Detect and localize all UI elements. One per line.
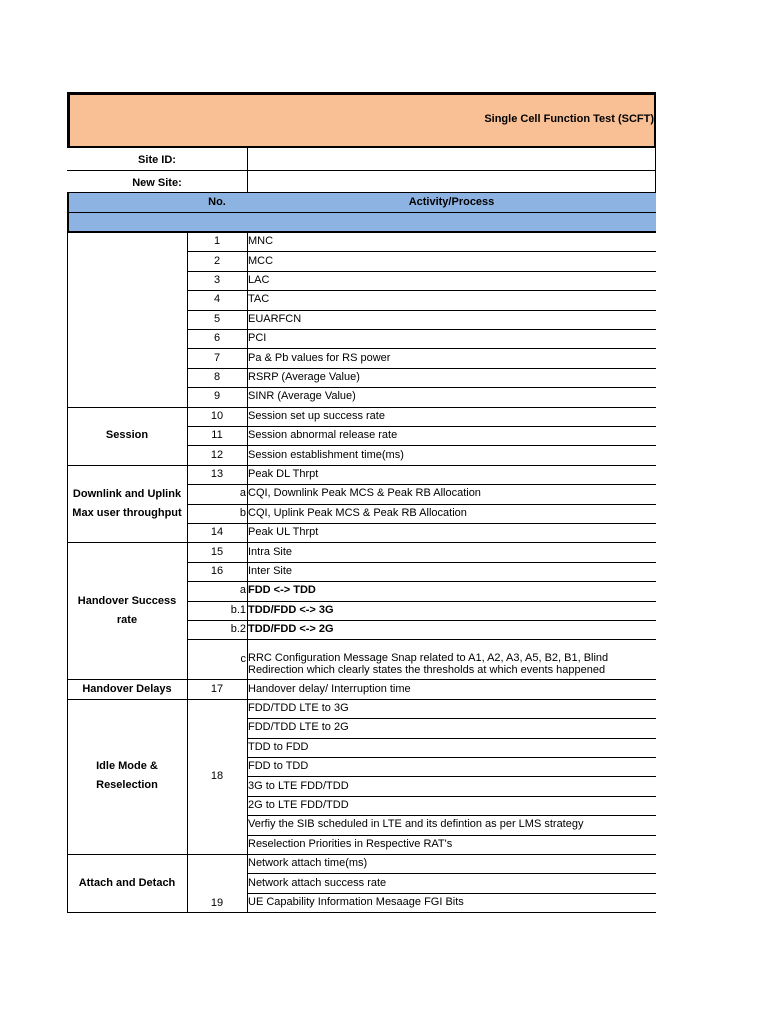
activity-cell: 3G to LTE FDD/TDD — [248, 779, 349, 792]
column-divider — [247, 699, 248, 854]
number-cell: 9 — [213, 390, 221, 403]
row-divider — [187, 912, 656, 913]
row-divider — [187, 699, 656, 700]
row-divider — [187, 348, 656, 349]
row-divider — [247, 796, 656, 797]
number-cell: 17 — [210, 682, 224, 695]
number-cell: 19 — [210, 897, 224, 910]
activity-cell: TDD/FDD <-> 3G — [248, 603, 334, 616]
column-divider — [247, 542, 248, 679]
activity-cell: FDD/TDD LTE to 3G — [248, 701, 349, 714]
category-cell: Downlink and Uplink Max user throughput — [72, 487, 182, 519]
category-cell: Handover Delays — [82, 682, 172, 695]
number-cell: 12 — [210, 448, 224, 461]
number-cell: 15 — [210, 545, 224, 558]
row-divider — [187, 639, 656, 640]
activity-cell: Session abnormal release rate — [248, 429, 398, 442]
row-divider — [187, 542, 656, 543]
row-divider — [247, 776, 656, 777]
row-divider — [187, 854, 656, 855]
row-divider — [187, 620, 656, 621]
row-divider — [187, 445, 656, 446]
category-cell: Idle Mode & Reselection — [96, 760, 158, 792]
column-header-no: No. — [208, 196, 226, 208]
activity-cell: CQI, Uplink Peak MCS & Peak RB Allocation — [248, 506, 467, 519]
row-divider — [187, 504, 656, 505]
row-divider — [187, 329, 656, 330]
activity-cell: Session establishment time(ms) — [248, 448, 404, 461]
row-divider — [187, 601, 656, 602]
row-divider — [187, 290, 656, 291]
column-divider — [247, 407, 248, 465]
number-cell: 8 — [213, 370, 221, 383]
row-divider — [187, 387, 656, 388]
activity-cell: Network attach success rate — [248, 876, 387, 889]
activity-cell: TDD/FDD <-> 2G — [248, 623, 334, 636]
row-divider — [247, 893, 656, 894]
column-divider — [187, 542, 188, 679]
activity-cell: RRC Configuration Message Snap related to A1, A2, A3, A5, B2, B1, Blind Redirection which clearly states the thresholds at which events happened — [248, 652, 609, 677]
row-divider — [187, 426, 656, 427]
activity-cell: Session set up success rate — [248, 409, 385, 422]
row-divider — [187, 523, 656, 524]
activity-cell: FDD/TDD LTE to 2G — [248, 721, 349, 734]
activity-cell: Pa & Pb values for RS power — [248, 351, 391, 364]
number-cell: 18 — [210, 769, 224, 782]
number-cell: 10 — [210, 409, 224, 422]
row-divider — [247, 738, 656, 739]
row-divider — [247, 757, 656, 758]
column-divider — [187, 465, 188, 543]
category-cell: Session — [105, 429, 149, 442]
activity-cell: Reselection Priorities in Respective RAT's — [248, 837, 453, 850]
number-cell: b.1 — [230, 603, 246, 616]
row-divider — [67, 912, 188, 913]
row-divider — [187, 407, 656, 408]
row-divider — [187, 581, 656, 582]
activity-cell: FDD <-> TDD — [248, 584, 316, 597]
row-divider — [187, 368, 656, 369]
number-cell: 4 — [213, 293, 221, 306]
activity-cell: RSRP (Average Value) — [248, 370, 360, 383]
activity-cell: Verfiy the SIB scheduled in LTE and its defintion as per LMS strategy — [248, 818, 584, 831]
column-divider — [67, 854, 68, 912]
row-divider — [187, 484, 656, 485]
column-divider — [247, 854, 248, 912]
number-cell: b — [239, 506, 246, 519]
row-divider — [247, 835, 656, 836]
activity-cell: MCC — [248, 254, 274, 267]
activity-cell: FDD to TDD — [248, 760, 309, 773]
number-cell: 3 — [213, 273, 221, 286]
row-divider — [67, 542, 188, 543]
activity-cell: Intra Site — [248, 545, 293, 558]
category-cell: Handover Success rate — [77, 594, 177, 626]
number-cell: a — [239, 487, 246, 500]
row-divider — [67, 679, 188, 680]
category-cell — [67, 232, 187, 407]
row-divider — [187, 465, 656, 466]
row-divider — [187, 251, 656, 252]
activity-cell: Inter Site — [248, 564, 293, 577]
column-header-activity: Activity/Process — [408, 196, 495, 208]
column-divider — [655, 147, 656, 192]
row-divider — [247, 873, 656, 874]
column-divider — [247, 232, 248, 407]
number-cell: a — [239, 584, 246, 597]
row-divider — [67, 147, 656, 148]
activity-cell: Peak UL Thrpt — [248, 526, 319, 539]
row-divider — [67, 170, 656, 171]
column-divider — [247, 465, 248, 543]
number-cell: 1 — [213, 235, 221, 248]
number-cell: 16 — [210, 564, 224, 577]
column-divider — [247, 679, 248, 698]
activity-cell: PCI — [248, 332, 267, 345]
column-divider — [187, 854, 188, 912]
activity-cell: Handover delay/ Interruption time — [248, 682, 411, 695]
number-cell: 7 — [213, 351, 221, 364]
number-cell: 6 — [213, 332, 221, 345]
activity-cell: Peak DL Thrpt — [248, 467, 319, 480]
activity-cell: SINR (Average Value) — [248, 390, 356, 403]
row-divider — [67, 212, 656, 213]
column-divider — [67, 465, 68, 543]
row-divider — [67, 854, 188, 855]
column-divider — [187, 699, 188, 854]
row-divider — [187, 562, 656, 563]
number-cell: 2 — [213, 254, 221, 267]
number-cell: 13 — [210, 467, 224, 480]
activity-cell: 2G to LTE FDD/TDD — [248, 798, 349, 811]
row-divider — [187, 271, 656, 272]
number-cell: 14 — [210, 526, 224, 539]
activity-cell: LAC — [248, 273, 270, 286]
number-cell: 5 — [213, 312, 221, 325]
row-divider — [67, 232, 656, 233]
activity-cell: CQI, Downlink Peak MCS & Peak RB Allocation — [248, 487, 481, 500]
activity-cell: MNC — [248, 235, 274, 248]
activity-cell: EUARFCN — [248, 312, 302, 325]
column-divider — [247, 147, 248, 192]
column-divider — [67, 407, 68, 465]
number-cell: c — [240, 652, 246, 665]
activity-cell: TAC — [248, 293, 270, 306]
row-divider — [187, 679, 656, 680]
site-id-label: Site ID: — [138, 153, 176, 166]
column-divider — [67, 699, 68, 854]
row-divider — [67, 465, 188, 466]
row-divider — [247, 718, 656, 719]
row-divider — [67, 699, 188, 700]
activity-cell: Network attach time(ms) — [248, 857, 368, 870]
column-divider — [187, 679, 188, 698]
column-divider — [187, 407, 188, 465]
column-divider — [187, 232, 188, 407]
row-divider — [247, 815, 656, 816]
row-divider — [187, 310, 656, 311]
number-cell: b.2 — [230, 623, 246, 636]
activity-cell: TDD to FDD — [248, 740, 309, 753]
activity-cell: UE Capability Information Mesaage FGI Bits — [248, 895, 464, 908]
number-cell: 11 — [211, 429, 223, 442]
column-divider — [67, 232, 68, 407]
column-divider — [67, 542, 68, 679]
sheet-title: Single Cell Function Test (SCFT) — [484, 113, 654, 125]
new-site-label: New Site: — [132, 176, 182, 189]
category-cell: Attach and Detach — [78, 876, 176, 889]
row-divider — [67, 407, 188, 408]
row-divider — [67, 192, 656, 193]
column-divider — [67, 679, 68, 698]
